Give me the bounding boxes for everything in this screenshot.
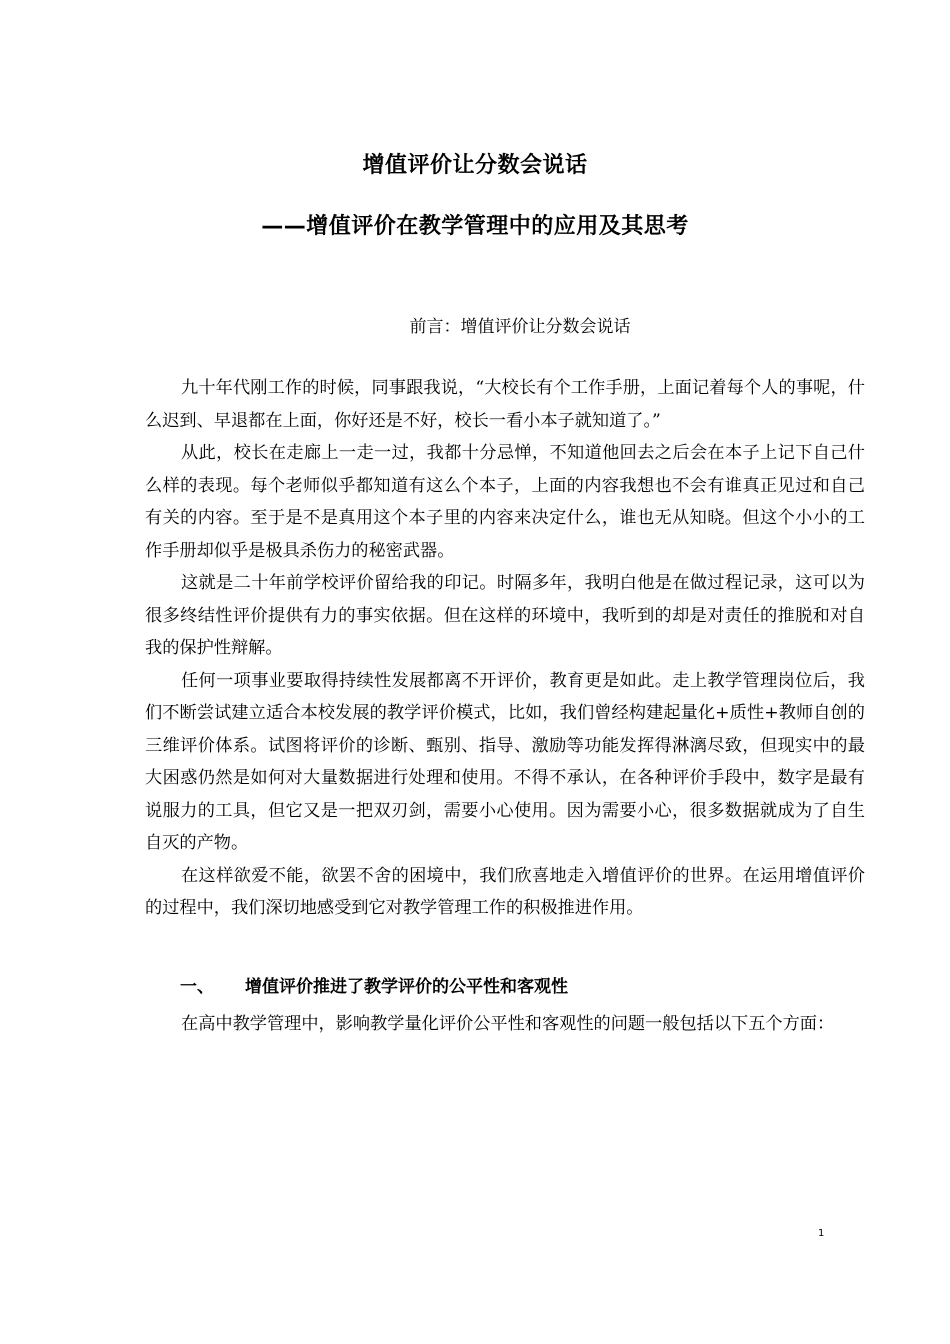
section-number: 一、 xyxy=(180,977,214,997)
section-intro: 在高中教学管理中，影响教学量化评价公平性和客观性的问题一般包括以下五个方面： xyxy=(181,1014,835,1034)
section-heading xyxy=(180,972,568,997)
body-text xyxy=(145,372,865,925)
document-subtitle: ——增值评价在教学管理中的应用及其思考 xyxy=(261,214,689,239)
paragraph: 这就是二十年前学校评价留给我的印记。时隔多年，我明白他是在做过程记录，这可以为很多终结性评价提供有力的事实依据。但在这样的环境中，我听到的却是对责任的推脱和对自我的保护性辩解。 xyxy=(145,573,865,658)
preface-line: 前言：增值评价让分数会说话 xyxy=(409,317,631,337)
paragraph: 在这样欲爱不能，欲罢不舍的困境中，我们欣喜地走入增值评价的世界。在运用增值评价的过程中，我们深切地感受到它对教学管理工作的积极推进作用。 xyxy=(145,865,865,918)
paragraph: 任何一项事业要取得持续性发展都离不开评价，教育更是如此。走上教学管理岗位后，我们不断尝试建立适合本校发展的教学评价模式，比如，我们曾经构建起量化+质性+教师自创的三维评价体系。试图将评价的诊断、甄别、指导、激励等功能发挥得淋漓尽致，但现实中的最大困惑仍然是如何对大量数据进行处理和使用。不得不承认，在各种评价手段中，数字是最有说服力的工具，但它又是一把双刃剑，需要小心使用。因为需要小心，很多数据就成为了自生自灭的产物。 xyxy=(145,670,865,853)
section-title: 增值评价推进了教学评价的公平性和客观性 xyxy=(245,977,568,997)
paragraph: 从此，校长在走廊上一走一过，我都十分忌惮，不知道他回去之后会在本子上记下自己什么样的表现。每个老师似乎都知道有这么个本子，上面的内容我想也不会有谁真正见过和自己有关的内容。至于是不是真用这个本子里的内容来决定什么，谁也无从知晓。但这个小小的工作手册却似乎是极具杀伤力的秘密武器。 xyxy=(145,443,865,561)
document-title: 增值评价让分数会说话 xyxy=(362,153,588,178)
paragraph: 九十年代刚工作的时候，同事跟我说，“大校长有个工作手册，上面记着每个人的事呢，什么迟到、早退都在上面，你好还是不好，校长一看小本子就知道了。” xyxy=(145,378,865,431)
page-number: 1 xyxy=(818,1228,825,1239)
